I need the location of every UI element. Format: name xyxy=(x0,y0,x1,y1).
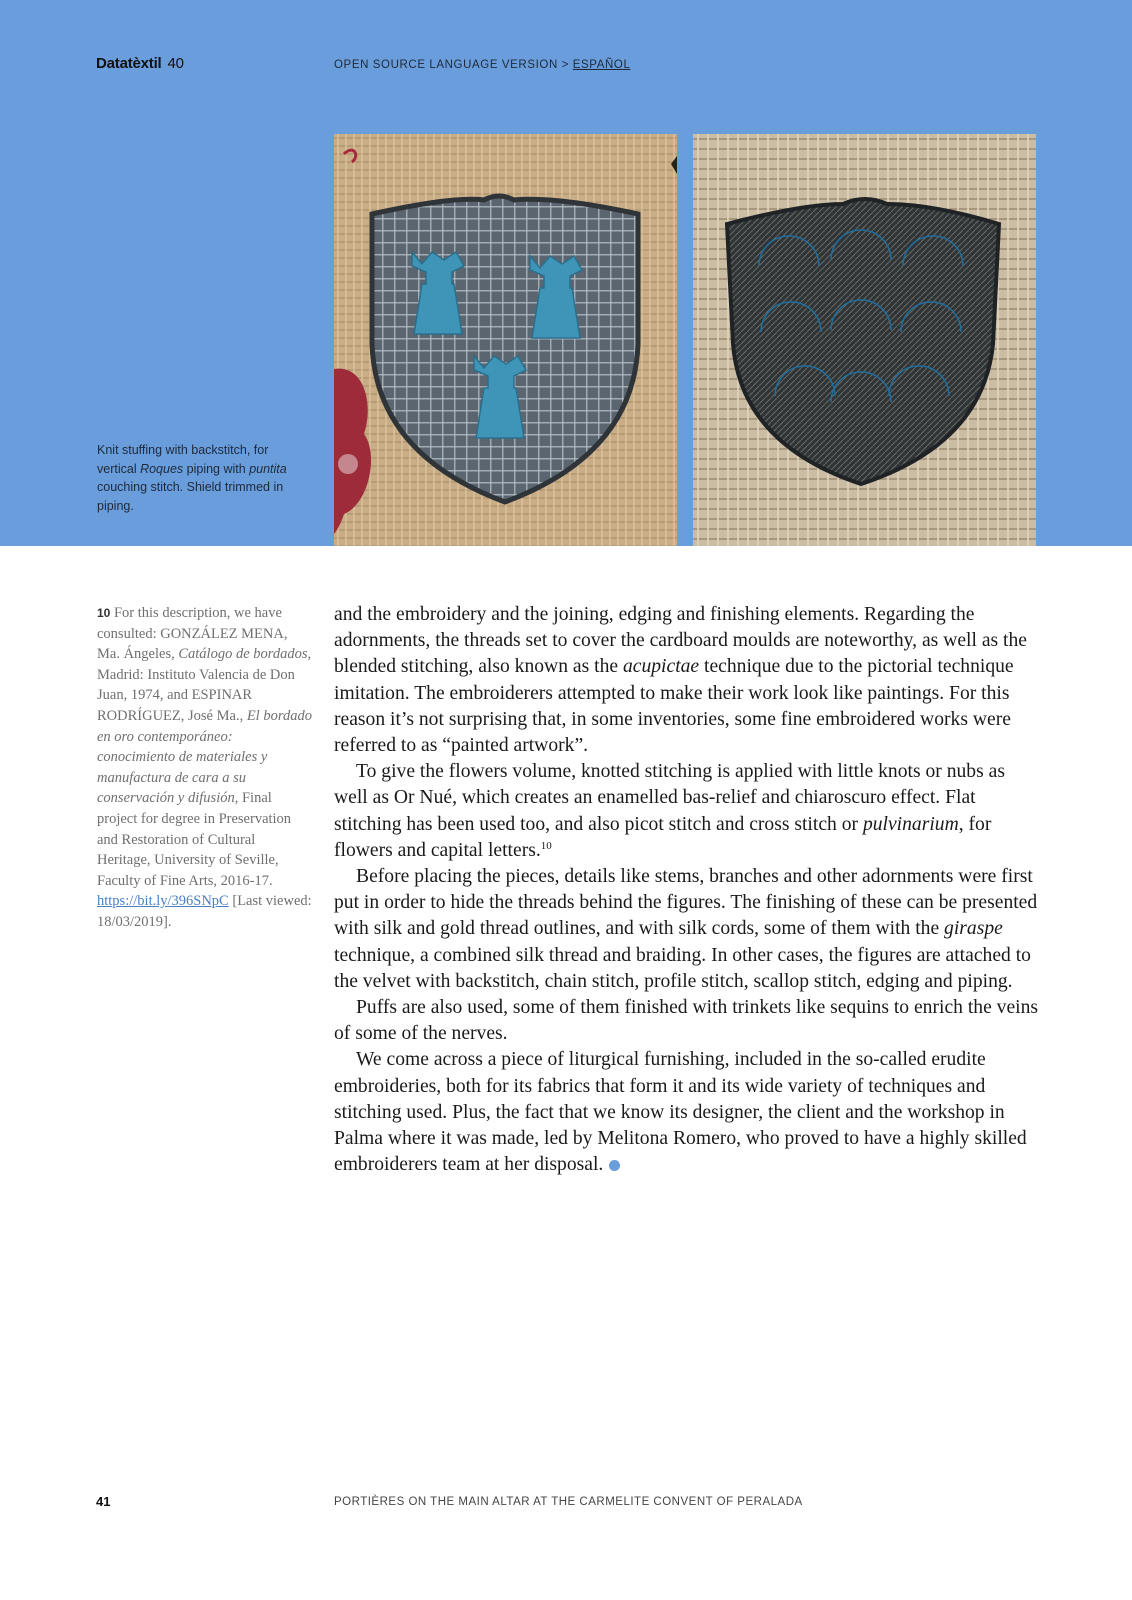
paragraph-run: pulvinarium xyxy=(862,813,959,835)
footnote-run: , Madrid: Instituto Valencia de Don Juan, 1974, and ESPINAR RODRÍGUEZ, José Ma., xyxy=(97,646,312,724)
shield-crescents-illustration xyxy=(693,134,1036,546)
photo-shield-crescents xyxy=(693,134,1036,546)
body-paragraph xyxy=(334,1047,1039,1178)
language-link-espanol[interactable]: ESPAÑOL xyxy=(572,59,631,71)
caption-run: Roques xyxy=(140,461,184,476)
figure-caption xyxy=(97,441,297,515)
running-title: PORTIÈRES ON THE MAIN ALTAR AT THE CARMELITE CONVENT OF PERALADA xyxy=(334,1496,803,1508)
language-breadcrumb xyxy=(334,59,630,71)
caption-run: couching stitch. Shield trimmed in piping. xyxy=(97,480,284,513)
end-mark-dot-icon xyxy=(609,1160,620,1171)
magazine-brand xyxy=(96,55,184,72)
paragraph-run: technique, a combined silk thread and braiding. In other cases, the figures are attached to the velvet with backstitch, chain stitch, profile stitch, scallop stitch, edging and piping. xyxy=(334,944,1031,992)
paragraph-run: and the embroidery and the joining, edging and finishing elements. Regarding the adornments, the threads set to cover the cardboard moulds are noteworthy, as well as the blended stitching, also known as the xyxy=(334,604,1027,678)
shield-roques-illustration xyxy=(334,134,677,546)
language-prefix: OPEN SOURCE LANGUAGE VERSION > xyxy=(334,59,573,71)
paragraph-run: , for flowers and capital letters. xyxy=(334,813,992,861)
article-body xyxy=(334,602,1039,1178)
body-paragraph xyxy=(334,759,1039,864)
footnote-text xyxy=(97,605,312,930)
paragraph-run: technique due to the pictorial technique imitation. The embroiderers attempted to make their work look like paintings. For this reason it’s not surprising that, in some inventories, some fine embroidered works were referred to as “painted artwork”. xyxy=(334,656,1014,757)
caption-run: puntita xyxy=(249,461,287,476)
photo-shield-roques xyxy=(334,134,677,546)
footnote-reference[interactable]: 10 xyxy=(540,839,552,852)
paragraph-run: acupictae xyxy=(622,656,700,678)
footnote-link[interactable]: https://bit.ly/396SNpC xyxy=(97,893,229,910)
paragraph-run: Puffs are also used, some of them finished with trinkets like sequins to enrich the veins of some of the nerves. xyxy=(334,997,1039,1045)
footnote-number: 10 xyxy=(97,606,111,620)
paragraph-run: giraspe xyxy=(944,918,1003,940)
paragraph-run: Before placing the pieces, details like stems, branches and other adornments were first put in order to hide the threads behind the figures. The finishing of these can be presented with silk and gold thread outlines, and with silk cords, some of them with the xyxy=(334,866,1038,940)
paragraph-run: To give the flowers volume, knotted stitching is applied with little knots or nubs as well as Or Nué, which creates an enamelled bas-relief and chiaroscuro effect. Flat stitching has been used too, and also picot stitch and cross stitch or xyxy=(334,761,1005,835)
footnote-run: For this description, we have consulted: GONZÁLEZ MENA, Ma. Ángeles, xyxy=(97,605,288,663)
caption-run: piping with xyxy=(183,461,250,476)
body-paragraph xyxy=(334,864,1039,995)
issue-number: 40 xyxy=(167,55,184,72)
footnote-run: , Final project for degree in Preservation and Restoration of Cultural Heritage, University of Seville, Faculty of Fine Arts, 2016-17. xyxy=(97,790,292,889)
body-paragraph xyxy=(334,995,1039,1047)
footnote-title: Catálogo de bordados xyxy=(178,646,308,663)
footnote-10 xyxy=(97,603,312,933)
body-paragraph xyxy=(334,602,1039,759)
footnote-title: El bordado en oro contemporáneo: conocimiento de materiales y manufactura de cara a su conservación y difusión xyxy=(97,707,312,807)
caption-run: Knit stuffing with backstitch, for vertical xyxy=(97,443,269,476)
brand-name: Datatèxtil xyxy=(96,55,162,72)
footnote-run: [Last viewed: 18/03/2019]. xyxy=(97,893,312,930)
page-number: 41 xyxy=(96,1494,111,1509)
paragraph-run: We come across a piece of liturgical furnishing, included in the so-called erudite embroideries, both for its fabrics that form it and its wide variety of techniques and stitching used. Plus, the fact that we know its designer, the client and the workshop in Palma where it was made, led by Melitona Romero, who proved to have a highly skilled embroiderers team at her disposal. xyxy=(334,1049,1027,1176)
